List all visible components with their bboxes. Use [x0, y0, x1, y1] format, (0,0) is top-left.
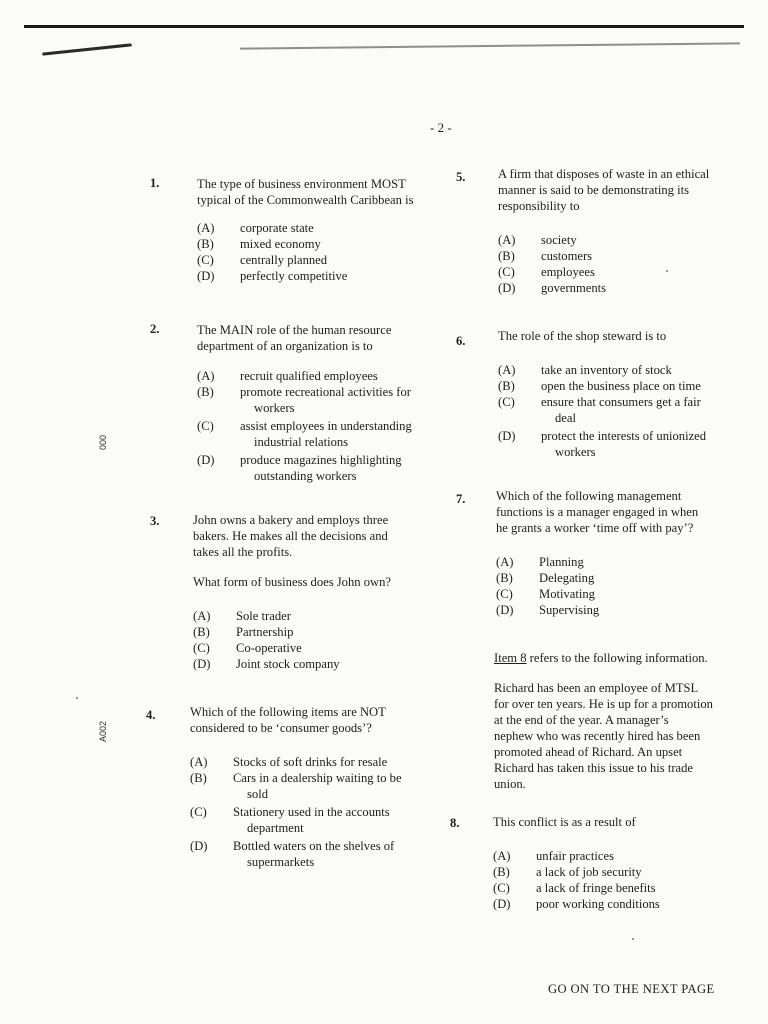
option-list	[193, 608, 433, 672]
option-text: mixed economy	[240, 237, 321, 251]
info-passage	[494, 680, 739, 792]
question-number: 5.	[456, 170, 466, 184]
option-letter: (C)	[197, 253, 214, 267]
option-letter: (B)	[496, 571, 513, 585]
scan-artifact	[42, 43, 132, 55]
question-number: 8.	[450, 816, 460, 830]
option	[197, 252, 437, 268]
option-letter: (A)	[498, 363, 516, 377]
passage-line: union.	[494, 777, 526, 791]
option-text-line: protect the interests of unionized	[541, 429, 707, 443]
option	[197, 452, 437, 484]
option	[197, 236, 437, 252]
scan-artifact	[240, 42, 740, 49]
option-text-line: Stationery used in the accounts	[233, 805, 390, 819]
question-number: 3.	[150, 514, 160, 528]
option-text: Motivating	[539, 587, 595, 601]
option-text-line: produce magazines highlighting	[240, 453, 402, 467]
option-letter: (A)	[190, 755, 208, 769]
option-letter: (C)	[498, 265, 515, 279]
option	[197, 220, 437, 236]
option-text: Partnership	[236, 625, 294, 639]
option	[496, 586, 736, 602]
option-text: a lack of job security	[536, 865, 642, 879]
option-letter: (A)	[496, 555, 514, 569]
question-2	[197, 322, 437, 484]
option	[498, 248, 738, 264]
option	[197, 384, 437, 416]
passage-line: nephew who was recently hired has been	[494, 729, 701, 743]
option	[498, 362, 738, 378]
option	[190, 838, 430, 870]
option	[498, 428, 738, 460]
option-letter: (D)	[190, 839, 208, 853]
stem-line: department of an organization is to	[197, 339, 373, 353]
option-text-line: workers	[254, 401, 295, 415]
option	[498, 280, 738, 296]
option	[498, 264, 738, 280]
stem-line: The type of business environment MOST	[197, 177, 406, 191]
margin-code: 000	[98, 434, 108, 450]
option-text: Co-operative	[236, 641, 302, 655]
option-text-line: outstanding workers	[254, 469, 357, 483]
option-list	[496, 554, 736, 618]
option	[493, 896, 733, 912]
option-letter: (A)	[197, 369, 215, 383]
option-text-line: workers	[555, 445, 596, 459]
option-text: Planning	[539, 555, 584, 569]
question-6	[498, 328, 738, 460]
stem-line: The role of the shop steward is to	[498, 329, 667, 343]
option-text	[240, 452, 437, 484]
question-stem	[496, 488, 736, 536]
option	[498, 378, 738, 394]
option-text: Sole trader	[236, 609, 291, 623]
option-letter: (D)	[197, 269, 215, 283]
top-rule	[24, 25, 744, 28]
option	[493, 848, 733, 864]
passage-line: Richard has been an employee of MTSL	[494, 681, 699, 695]
option-letter: (B)	[190, 771, 207, 785]
option-text: employees	[541, 265, 595, 279]
option	[496, 570, 736, 586]
option-list	[197, 220, 437, 284]
option-letter: (C)	[190, 805, 207, 819]
option	[193, 608, 433, 624]
option	[498, 394, 738, 426]
option-text-line: supermarkets	[247, 855, 315, 869]
option	[197, 368, 437, 384]
option	[496, 554, 736, 570]
option-list	[498, 362, 738, 460]
question-3	[193, 512, 433, 672]
option-letter: (A)	[193, 609, 211, 623]
option-letter: (C)	[496, 587, 513, 601]
info-reference	[494, 650, 739, 666]
margin-code: A002	[98, 720, 108, 742]
scan-speck	[632, 938, 634, 940]
option-text-line: promote recreational activities for	[240, 385, 411, 399]
option-letter: (D)	[193, 657, 211, 671]
option-text-line: Cars in a dealership waiting to be	[233, 771, 402, 785]
option-text: poor working conditions	[536, 897, 660, 911]
option	[193, 640, 433, 656]
option-letter: (A)	[493, 849, 511, 863]
question-stem	[197, 322, 437, 354]
passage-line: for over ten years. He is up for a promotion	[494, 697, 713, 711]
option	[190, 770, 430, 802]
option-text: society	[541, 233, 577, 247]
question-stem	[493, 814, 733, 830]
option-list	[493, 848, 733, 912]
option	[493, 880, 733, 896]
question-7	[496, 488, 736, 618]
stem-line: functions is a manager engaged in when	[496, 505, 699, 519]
option-text: recruit qualified employees	[240, 369, 378, 383]
option	[197, 268, 437, 284]
option-letter: (B)	[498, 249, 515, 263]
option	[498, 232, 738, 248]
option-list	[190, 754, 430, 870]
option	[193, 656, 433, 672]
option-text-line: Bottled waters on the shelves of	[233, 839, 395, 853]
option-text	[233, 838, 430, 870]
option-text	[541, 428, 738, 460]
question-stem	[197, 176, 437, 208]
option-text: perfectly competitive	[240, 269, 348, 283]
option-letter: (D)	[498, 281, 516, 295]
option-text: customers	[541, 249, 593, 263]
passage-line: at the end of the year. A manager’s	[494, 713, 669, 727]
option-text: governments	[541, 281, 607, 295]
option-letter: (C)	[493, 881, 510, 895]
question-stem	[498, 166, 738, 214]
question-stem	[190, 704, 430, 736]
option-list	[498, 232, 738, 296]
option-letter: (A)	[498, 233, 516, 247]
footer-next-page: GO ON TO THE NEXT PAGE	[548, 982, 715, 996]
page-number: - 2 -	[430, 120, 452, 135]
option-letter: (B)	[498, 379, 515, 393]
option-text: take an inventory of stock	[541, 363, 672, 377]
option-text	[541, 394, 738, 426]
option-letter: (C)	[498, 395, 515, 409]
question-5	[498, 166, 738, 296]
info-block	[494, 650, 739, 792]
option-text-line: ensure that consumers get a fair	[541, 395, 701, 409]
option-letter: (B)	[197, 237, 214, 251]
option-letter: (A)	[197, 221, 215, 235]
option-text: Stocks of soft drinks for resale	[233, 755, 388, 769]
question-4	[190, 704, 430, 870]
scan-speck	[76, 697, 78, 699]
option-text: Supervising	[539, 603, 600, 617]
stem-line: Which of the following management	[496, 489, 682, 503]
question-8	[493, 814, 733, 912]
option-text	[240, 384, 437, 416]
option-text	[240, 418, 437, 450]
option-text: a lack of fringe benefits	[536, 881, 656, 895]
option-text: centrally planned	[240, 253, 328, 267]
stem-line: This conflict is as a result of	[493, 815, 636, 829]
stem-line: takes all the profits.	[193, 545, 293, 559]
reference-text: refers to the following information.	[526, 651, 708, 665]
option-letter: (B)	[193, 625, 210, 639]
option-text-line: department	[247, 821, 304, 835]
option-text: open the business place on time	[541, 379, 701, 393]
question-number: 2.	[150, 322, 160, 336]
option-letter: (C)	[193, 641, 210, 655]
option-text: Joint stock company	[236, 657, 340, 671]
question-1	[197, 176, 437, 284]
option-letter: (D)	[197, 453, 215, 467]
stem-line: The MAIN role of the human resource	[197, 323, 392, 337]
option	[496, 602, 736, 618]
option-letter: (B)	[197, 385, 214, 399]
stem-line: manner is said to be demonstrating its	[498, 183, 689, 197]
question-stem-2: What form of business does John own?	[193, 575, 391, 589]
option-text: Delegating	[539, 571, 595, 585]
option-text-line: assist employees in understanding	[240, 419, 412, 433]
question-number: 4.	[146, 708, 156, 722]
stem-line: Which of the following items are NOT	[190, 705, 386, 719]
option	[197, 418, 437, 450]
stem-line: bakers. He makes all the decisions and	[193, 529, 388, 543]
scan-speck	[666, 270, 668, 272]
option-letter: (B)	[493, 865, 510, 879]
question-stem	[193, 512, 433, 560]
question-number: 1.	[150, 176, 160, 190]
option-text-line: industrial relations	[254, 435, 349, 449]
option-letter: (D)	[498, 429, 516, 443]
question-stem	[498, 328, 738, 344]
stem-line: typical of the Commonwealth Caribbean is	[197, 193, 414, 207]
item-reference: Item 8	[494, 651, 527, 665]
option-text-line: deal	[555, 411, 576, 425]
option-text	[233, 770, 430, 802]
stem-line: John owns a bakery and employs three	[193, 513, 389, 527]
option-letter: (D)	[496, 603, 514, 617]
stem-line: considered to be ‘consumer goods’?	[190, 721, 372, 735]
option	[493, 864, 733, 880]
question-number: 7.	[456, 492, 466, 506]
option-text	[233, 804, 430, 836]
stem-line: he grants a worker ‘time off with pay’?	[496, 521, 694, 535]
option	[193, 624, 433, 640]
option-list	[197, 368, 437, 484]
option-letter: (C)	[197, 419, 214, 433]
option	[190, 804, 430, 836]
option-text-line: sold	[247, 787, 268, 801]
stem-line: A firm that disposes of waste in an ethical	[498, 167, 710, 181]
option-letter: (D)	[493, 897, 511, 911]
stem-line: responsibility to	[498, 199, 580, 213]
passage-line: Richard has taken this issue to his trade	[494, 761, 694, 775]
option	[190, 754, 430, 770]
option-text: unfair practices	[536, 849, 614, 863]
option-text: corporate state	[240, 221, 314, 235]
question-number: 6.	[456, 334, 466, 348]
passage-line: promoted ahead of Richard. An upset	[494, 745, 683, 759]
